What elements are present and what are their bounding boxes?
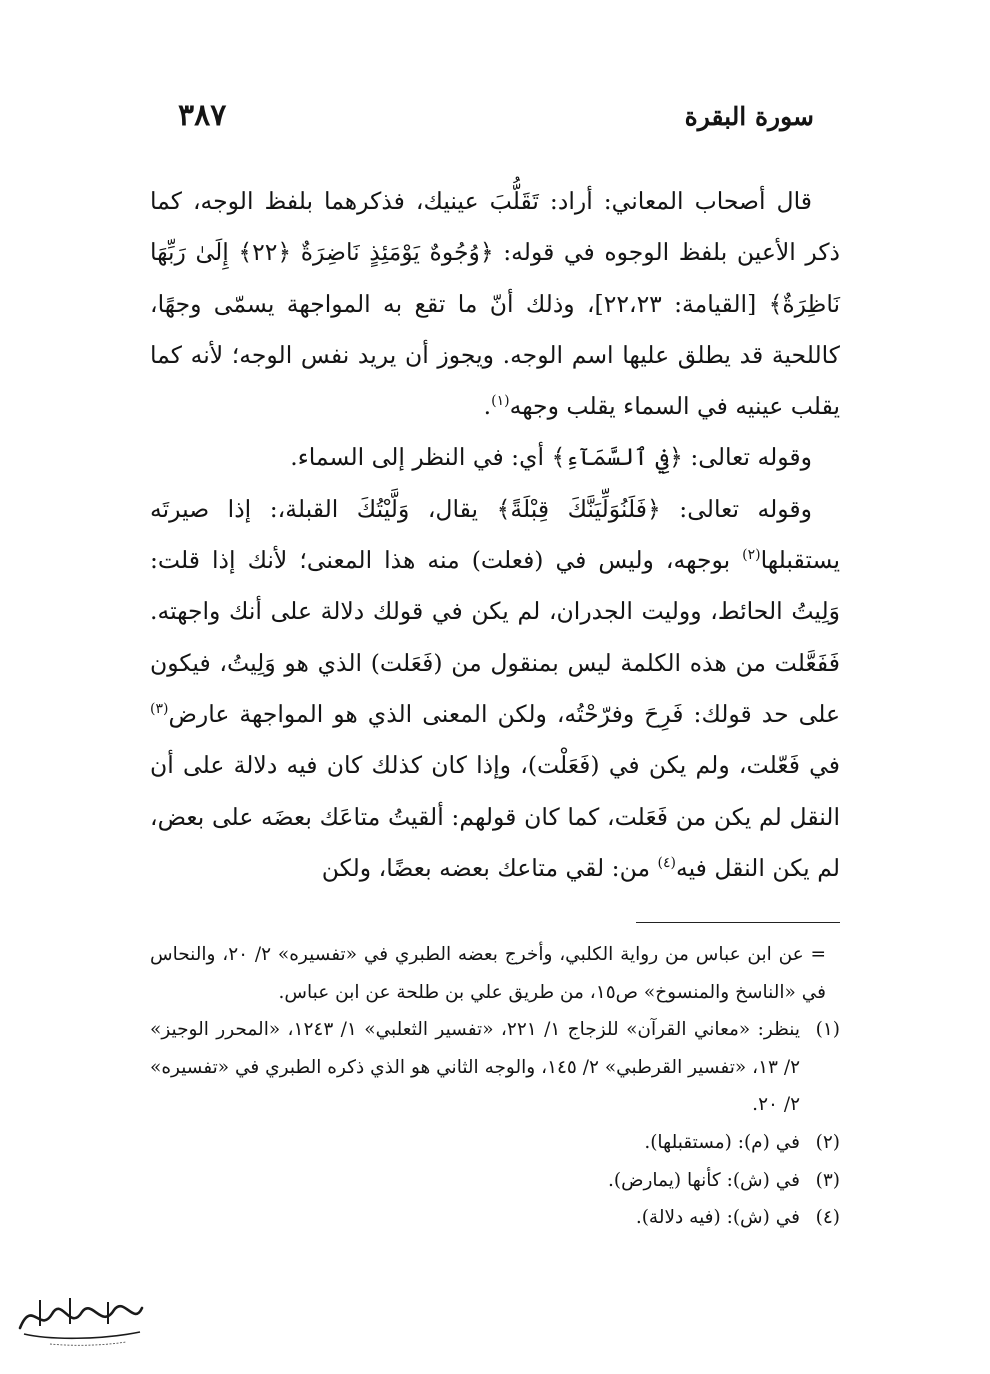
watermark-logo (10, 1290, 150, 1350)
page-number: ٣٨٧ (178, 98, 227, 133)
footnote-item (150, 1124, 840, 1162)
quran-verse: ﴿وُجُوهٌ يَوْمَئِذٍ نَاضِرَةٌ ﴿٢٢﴾ إِلَىٰ رَبِّهَا نَاظِرَةٌ﴾ (150, 238, 841, 318)
footnote-text: في (ش): كأنها (يمارض). (607, 1169, 800, 1191)
footnote-number: (٢) (815, 1131, 840, 1153)
footnote-item (150, 1011, 840, 1124)
footnote-item (150, 1162, 840, 1200)
paragraph: وقوله تعالى: ﴿فِي ٱلسَّمَآءِ﴾ أي: في النظر إلى السماء. (290, 443, 812, 472)
quran-verse: ﴿فِي ٱلسَّمَآءِ﴾ (551, 443, 683, 472)
footnote-number: (١) (815, 1019, 840, 1041)
footnote-item (150, 1199, 840, 1237)
footnote-text: في (م): (مستقبلها). (644, 1131, 800, 1153)
main-text (150, 176, 840, 894)
quran-verse: ﴿فَلَنُوَلِّيَنَّكَ قِبْلَةً﴾ (496, 494, 661, 523)
footnote-ref: (١) (491, 393, 510, 410)
page-header (178, 98, 814, 148)
footnote-text: في (ش): (فيه دلالة). (635, 1207, 800, 1229)
footnote-number: (٤) (815, 1207, 840, 1229)
paragraph: قال أصحاب المعاني: أراد: تَقَلُّبَ عينيك، فذكرهما بلفظ الوجه، كما ذكر الأعين بلفظ الوجوه في قوله: ﴿وُجُوهٌ يَوْمَئِذٍ نَاضِرَةٌ ﴿٢٢﴾ إِلَىٰ رَبِّهَا نَاظِرَةٌ﴾ [القيامة: ٢٢،٢٣]، وذلك أنّ ما تقع به المواجهة يسمّى وجهًا، كاللحية قد يطلق عليها اسم الوجه. ويجوز أن يريد نفس الوجه؛ لأنه كما يقلب عينيه في السماء يقلب وجهه$^{(١)}$. (150, 187, 841, 421)
footnote-ref: (٢) (742, 547, 761, 564)
surah-title: سورة البقرة (684, 102, 814, 131)
footnote-ref: (٤) (657, 855, 676, 872)
footnote-ref: (٣) (150, 701, 169, 718)
footnote-separator (636, 922, 840, 923)
footnote-continuation: = عن ابن عباس من رواية الكلبي، وأخرج بعضه الطبري في «تفسيره» ٢/ ٢٠، والنحاس في «الناسخ والمنسوخ» ص١٥، من طريق علي بن طلحة عن ابن عباس. (150, 944, 827, 1003)
footnotes (150, 936, 840, 1237)
paragraph: وقوله تعالى: ﴿فَلَنُوَلِّيَنَّكَ قِبْلَةً﴾ يقال، وَلَّيْتُكَ القبلة،: إذا صيرتَه يستقبلها$^{(٢)}$ بوجهه، وليس في (فعلت) منه هذا المعنى؛ لأنك إذا قلت: وَلِيتُ الحائط، ووليت الجدران، لم يكن في قولك دلالة على أنك واجهته. فَفَعَّلت من هذه الكلمة ليس بمنقول من (فَعَلت) الذي هو وَلِيتُ، فيكون على حد قولك: فَرِحَ وفرّحْتُه، ولكن المعنى الذي هو المواجهة عارض$^{(٣)}$ في فَعّلت، ولم يكن في (فَعَلْت)، وإذا كان كذلك كان فيه دلالة على أن النقل لم يكن من فَعَلت، كما كان قولهم: ألقيتُ متاعَك بعضَه على بعض، لم يكن النقل فيه$^{(٤)}$ من: لقي متاعك بعضه بعضًا، ولكن (150, 494, 840, 882)
footnote-number: (٣) (815, 1169, 840, 1191)
footnote-text: ينظر: «معاني القرآن» للزجاج ١/ ٢٢١، «تفسير الثعلبي» ١/ ١٢٤٣، «المحرر الوجيز» ٢/ ١٣، «تفسير القرطبي» ٢/ ١٤٥، والوجه الثاني هو الذي ذكره الطبري في «تفسيره» ٢/ ٢٠. (150, 1019, 800, 1116)
